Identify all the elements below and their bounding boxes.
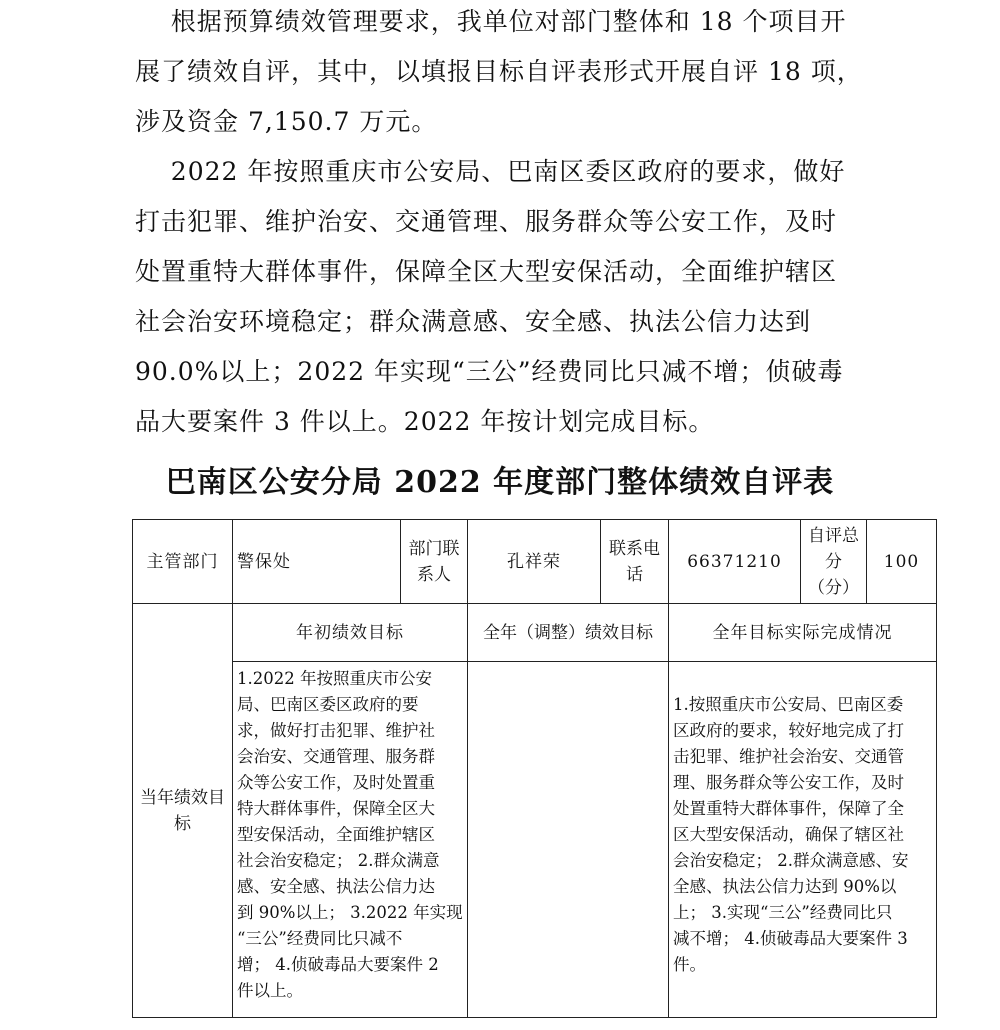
- col-adjusted-header: 全年（调整）绩效目标: [468, 604, 669, 662]
- col-actual-header: 全年目标实际完成情况: [669, 604, 937, 662]
- dept-value: 警保处: [233, 520, 401, 604]
- dept-label: 主管部门: [133, 520, 233, 604]
- score-value: 100: [867, 520, 937, 604]
- paragraph-goals-2022: 2022 年按照重庆市公安局、巴南区委区政府的要求，做好 打击犯罪、维护治安、交通管理、服务群众等公安工作，及时 处置重特大群体事件，保障全区大型安保活动，全面维护辖区 社会治安环境稳定；群众满意感、安全感、执法公信力达到 90.0%以上；2022 年实现“三公”经费同比只减不增；侦破毒 品大要案件 3 件以上。2022 年按计划完成目标。: [135, 157, 846, 436]
- actual-completion-text: 1.按照重庆市公安局、巴南区委 区政府的要求，较好地完成了打 击犯罪、维护社会治安、交通管 理、服务群众等公安工作，及时 处置重特大群体事件，保障了全 区大型安保活动，确保了辖区社 会治安稳定； 2.群众满意感、安 全感、执法公信力达到 90%以 上； 3.实现“三公”经费同比只 减不增； 4.侦破毒品大要案件 3 件。: [669, 662, 937, 1018]
- contact-value: 孔祥荣: [468, 520, 601, 604]
- paragraph-self-evaluation: 根据预算绩效管理要求，我单位对部门整体和 18 个项目开 展了绩效自评，其中，以填报目标自评表形式开展自评 18 项， 涉及资金 7,150.7 万元。: [135, 7, 863, 136]
- score-label: 自评总 分 （分）: [801, 520, 867, 604]
- col-initial-header: 年初绩效目标: [233, 604, 468, 662]
- adjusted-goal-text: [468, 662, 669, 1018]
- table-title: 巴南区公安分局 2022 年度部门整体绩效自评表: [165, 465, 835, 500]
- initial-goal-text: 1.2022 年按照重庆市公安 局、巴南区委区政府的要 求，做好打击犯罪、维护社 会治安、交通管理、服务群 众等公安工作，及时处置重 特大群体事件，保障全区大 型安保活动，全面维护辖区 社会治安稳定； 2.群众满意 感、安全感、执法公信力达 到 90%以上； 3.2022 年实现 “三公”经费同比只减不 增； 4.侦破毒品大要案件 2 件以上。: [233, 662, 468, 1018]
- performance-table: [132, 519, 937, 1018]
- table-row: [133, 662, 937, 1018]
- table-row: [133, 604, 937, 662]
- phone-label: 联系电 话: [601, 520, 669, 604]
- contact-label: 部门联 系人: [401, 520, 468, 604]
- goal-row-label: 当年绩效目 标: [133, 604, 233, 1018]
- phone-value: 66371210: [669, 520, 801, 604]
- table-row: [133, 520, 937, 604]
